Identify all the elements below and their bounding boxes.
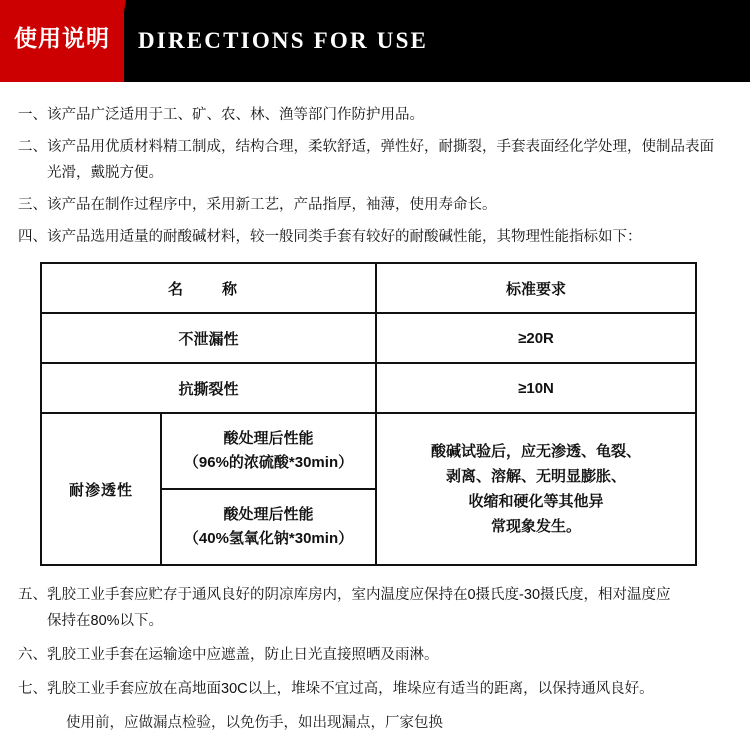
paragraph-3-number: 三、 — [18, 197, 47, 213]
header-title-cn: 使用说明 — [14, 25, 110, 51]
table-cell-name-leak: 不泄漏性 — [41, 313, 376, 363]
paragraph-7-text: 乳胶工业手套应放在高地面30C以上，堆垛不宜过高，堆垛应有适当的距离，以保持通风良好。 — [47, 681, 654, 697]
intro-section — [0, 82, 750, 250]
footer-note: 使用前，应做漏点检验，以免伤手，如出现漏点，厂家包换 — [66, 715, 443, 731]
description-line-4: 常现象发生。 — [491, 518, 582, 535]
table-cell-permeation-label: 耐渗透性 — [41, 413, 161, 565]
paragraph-4 — [18, 224, 732, 250]
paragraph-6-text: 乳胶工业手套在运输途中应遮盖，防止日光直接照晒及雨淋。 — [47, 647, 439, 663]
paragraph-6-number: 六、 — [18, 647, 47, 663]
table-cell-alkali-treatment — [161, 489, 376, 565]
table-header-name: 名 称 — [41, 263, 376, 313]
table-row-header — [41, 263, 696, 313]
table-cell-value-tear: ≥10N — [376, 363, 696, 413]
paragraph-4-number: 四、 — [18, 229, 47, 245]
paragraph-3-text: 该产品在制作过程序中，采用新工艺，产品指厚，袖薄，使用寿命长。 — [47, 197, 497, 213]
alkali-sub-line-1: 酸处理后性能 — [223, 506, 314, 523]
table-cell-acid-treatment — [161, 413, 376, 489]
paragraph-5-line-2: 保持在80%以下。 — [47, 613, 164, 629]
table-row — [41, 363, 696, 413]
description-line-3: 收缩和硬化等其他异 — [468, 493, 604, 510]
paragraph-1-number: 一、 — [18, 107, 47, 123]
header-title-en: DIRECTIONS FOR USE — [138, 28, 429, 53]
paragraph-5-line-1: 乳胶工业手套应贮存于通风良好的阴凉库房内，室内温度应保持在0摄氏度-30摄氏度，相对温度应 — [47, 587, 671, 603]
table-row — [41, 413, 696, 489]
paragraph-5-text — [47, 582, 732, 634]
paragraph-2-line-2: 光滑，戴脱方便。 — [47, 165, 163, 181]
table-cell-permeation-description — [376, 413, 696, 565]
paragraph-2-line-1: 该产品用优质材料精工制成，结构合理，柔软舒适，弹性好，耐撕裂，手套表面经化学处理，使制品表面 — [47, 139, 714, 155]
table-cell-value-leak: ≥20R — [376, 313, 696, 363]
table-row — [41, 313, 696, 363]
paragraph-5-number: 五、 — [18, 587, 47, 603]
spec-table — [40, 262, 697, 566]
paragraph-3 — [18, 192, 732, 218]
header-banner — [0, 0, 750, 82]
acid-sub-line-2: （96%的浓硫酸*30min） — [183, 454, 354, 471]
paragraph-2 — [18, 134, 732, 186]
spec-table-wrapper — [40, 262, 695, 566]
paragraph-7-number: 七、 — [18, 681, 47, 697]
alkali-sub-line-2: （40%氢氧化钠*30min） — [183, 530, 354, 547]
table-header-standard: 标准要求 — [376, 263, 696, 313]
paragraph-7 — [18, 676, 732, 702]
outro-section — [0, 576, 750, 736]
paragraph-2-text — [47, 134, 732, 186]
paragraph-5 — [18, 582, 732, 634]
description-line-2: 剥离、溶解、无明显膨胀、 — [446, 468, 627, 485]
table-cell-name-tear: 抗撕裂性 — [41, 363, 376, 413]
paragraph-1 — [18, 102, 732, 128]
paragraph-1-text: 该产品广泛适用于工、矿、农、林、渔等部门作防护用品。 — [47, 107, 424, 123]
description-line-1: 酸碱试验后，应无渗透、龟裂、 — [431, 443, 642, 460]
paragraph-6 — [18, 642, 732, 668]
paragraph-4-text: 该产品选用适量的耐酸碱材料，较一般同类手套有较好的耐酸碱性能，其物理性能指标如下： — [47, 229, 642, 245]
acid-sub-line-1: 酸处理后性能 — [223, 430, 314, 447]
paragraph-2-number: 二、 — [18, 139, 47, 155]
